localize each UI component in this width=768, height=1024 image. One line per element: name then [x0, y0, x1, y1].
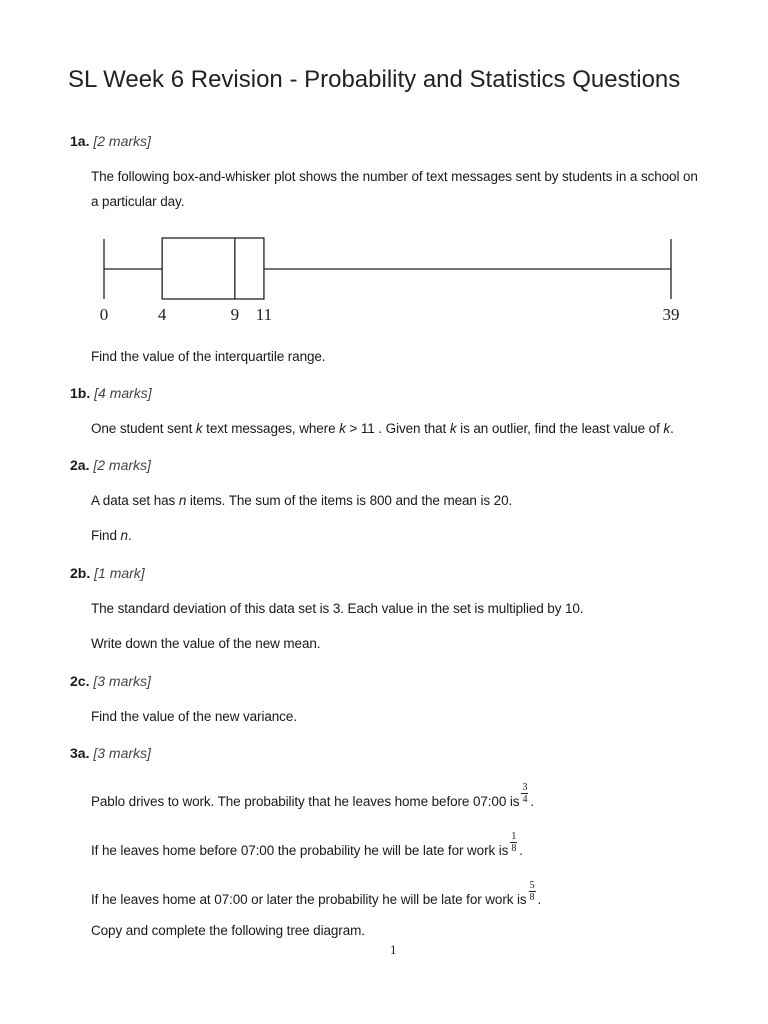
tick-label-11: 11 — [255, 305, 273, 324]
marks: [1 mark] — [94, 565, 145, 581]
marks: [3 marks] — [93, 673, 151, 689]
tick-label-39: 39 — [662, 305, 680, 324]
fraction: $\frac{5}{8}$ — [529, 880, 535, 903]
question-number: 3a. — [70, 745, 90, 761]
fraction: $\frac{3}{4}$ — [522, 782, 528, 805]
question-number: 1a. — [70, 133, 90, 149]
q2a-find: Find n. — [91, 528, 132, 543]
q1b-text: One student sent k text messages, where k > 11 . Given that k is an outlier, find the least value of k. — [91, 421, 674, 436]
q3a-text-p2: If he leaves home before 07:00 the probability he will be late for work is $\frac{1}{8}$ . — [91, 831, 523, 859]
q2b-text-line1: The standard deviation of this data set is 3. Each value in the set is multiplied by 10. — [91, 601, 584, 616]
iqr-box — [162, 238, 264, 299]
q1a-find: Find the value of the interquartile range. — [91, 349, 326, 364]
page-number: 1 — [390, 942, 397, 957]
question-2b-label — [70, 565, 145, 581]
q3a-text-p4: Copy and complete the following tree diagram. — [91, 923, 365, 938]
tick-label-4: 4 — [157, 305, 167, 324]
q3a-text-p1: Pablo drives to work. The probability that he leaves home before 07:00 is $\frac{3}{4}$ . — [91, 782, 535, 810]
question-number: 1b. — [70, 385, 91, 401]
marks: [4 marks] — [94, 385, 152, 401]
box-whisker-plot — [90, 232, 700, 332]
q2b-text-line2: Write down the value of the new mean. — [91, 636, 321, 651]
q1a-text-line1: The following box-and-whisker plot shows the number of text messages sent by students in a school on — [91, 169, 698, 184]
question-2c-label — [70, 673, 151, 689]
question-number: 2c. — [70, 673, 90, 689]
tick-label-9: 9 — [230, 305, 240, 324]
q2a-text: A data set has n items. The sum of the items is 800 and the mean is 20. — [91, 493, 513, 508]
question-3a-label — [70, 745, 151, 761]
question-number: 2a. — [70, 457, 90, 473]
question-number: 2b. — [70, 565, 91, 581]
question-2a-label — [70, 457, 151, 473]
q1a-text-line2: a particular day. — [91, 194, 185, 209]
page-title: SL Week 6 Revision - Probability and Statistics Questions — [68, 66, 681, 93]
q2c-text: Find the value of the new variance. — [91, 709, 297, 724]
marks: [2 marks] — [93, 133, 151, 149]
question-1b-label — [70, 385, 152, 401]
q3a-text-p3: If he leaves home at 07:00 or later the probability he will be late for work is $\frac{5}{8}$ . — [91, 880, 542, 908]
marks: [2 marks] — [93, 457, 151, 473]
fraction: $\frac{1}{8}$ — [511, 831, 517, 854]
marks: [3 marks] — [93, 745, 151, 761]
tick-label-0: 0 — [99, 305, 109, 324]
question-1a-label — [70, 133, 151, 149]
